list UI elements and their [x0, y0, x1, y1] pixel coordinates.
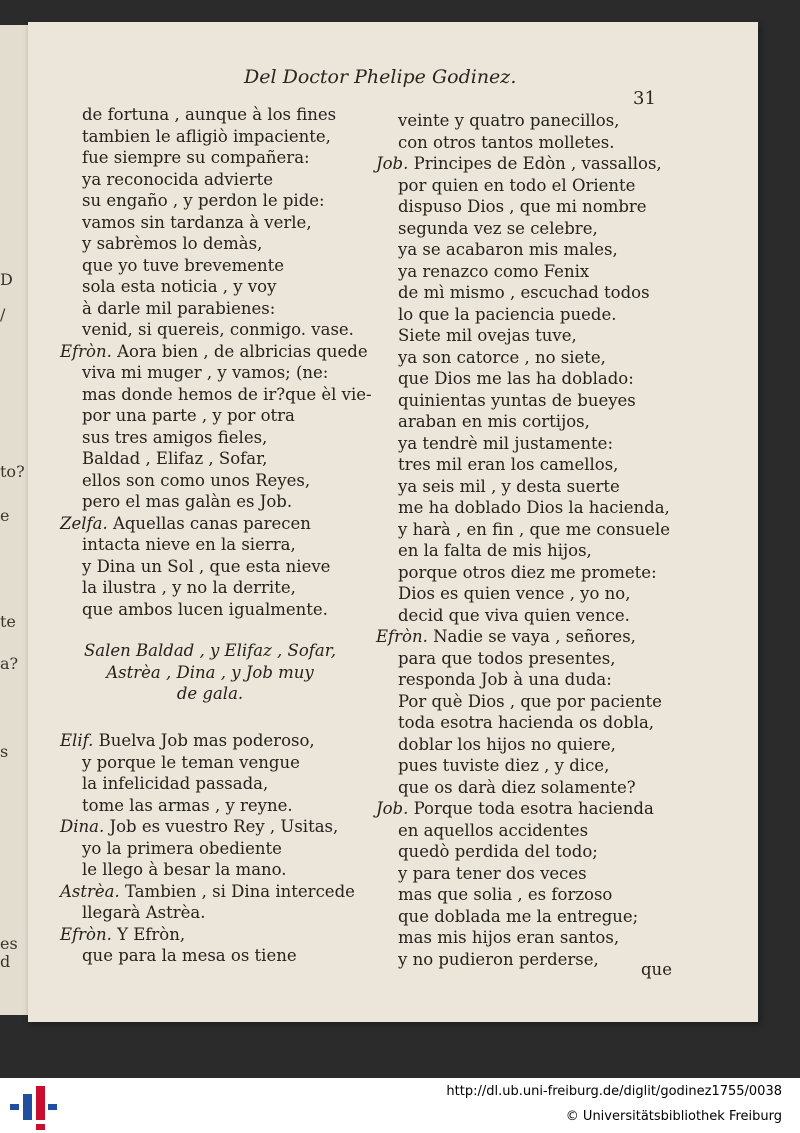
- catchword: que: [641, 960, 672, 979]
- verse-text: quinientas yuntas de bueyes: [398, 390, 636, 410]
- verse-line: [60, 104, 370, 126]
- verse-text: su engaño , y perdon le pide:: [82, 191, 325, 210]
- verse-line: [376, 669, 706, 691]
- verse-text: y para tener dos veces: [398, 863, 587, 883]
- verse-line: [376, 798, 706, 820]
- verse-text: me ha doblado Dios la hacienda,: [398, 498, 670, 517]
- speaker-name: Efròn.: [376, 627, 434, 646]
- verse-text: ya tendrè mil justamente:: [398, 433, 613, 453]
- verse-line: [60, 276, 370, 298]
- verse-text: doblar los hijos no quiere,: [398, 734, 616, 754]
- verse-line: [60, 255, 370, 277]
- verse-line: [376, 476, 706, 498]
- verse-line: [60, 556, 370, 578]
- verse-line: [376, 153, 706, 175]
- verse-text: y no pudieron perderse,: [398, 949, 599, 969]
- verse-line: [60, 341, 370, 363]
- verse-text: lo que la paciencia puede.: [398, 304, 617, 324]
- verse-line: [60, 384, 370, 406]
- verse-line: [60, 773, 370, 795]
- verse-line: [376, 454, 706, 476]
- verse-text: fue siempre su compañera:: [82, 148, 310, 167]
- verse-line: [376, 583, 706, 605]
- verse-line: [60, 752, 370, 774]
- verse-line: [60, 577, 370, 599]
- page-number: 31: [633, 88, 656, 109]
- left-page-text-fragment: D: [0, 270, 13, 289]
- footer-bar: [0, 1078, 800, 1133]
- verse-line: [60, 730, 370, 752]
- verse-line: [376, 218, 706, 240]
- verse-text: viva mi muger , y vamos; (ne:: [82, 363, 329, 382]
- left-page-text-fragment: es: [0, 934, 18, 953]
- verse-text: decid que viva quien vence.: [398, 605, 630, 625]
- verse-text: Por què Dios , que por paciente: [398, 691, 662, 711]
- verse-line: [376, 691, 706, 713]
- verse-text: que para la mesa os tiene: [82, 946, 297, 965]
- verse-line: [60, 233, 370, 255]
- verse-text: tome las armas , y reyne.: [82, 795, 293, 815]
- left-page-text-fragment: d: [0, 952, 11, 971]
- verse-line: [376, 132, 706, 154]
- verse-line: [376, 433, 706, 455]
- stage-direction: [60, 640, 360, 705]
- verse-line: [60, 470, 370, 492]
- verse-text: venid, si quereis, conmigo. vase.: [82, 320, 354, 339]
- verse-line: [376, 497, 706, 519]
- verse-text: que os darà diez solamente?: [398, 777, 636, 797]
- verse-line: [60, 534, 370, 556]
- verse-line: [376, 605, 706, 627]
- verse-line: [60, 924, 370, 946]
- verse-text: ya se acabaron mis males,: [398, 240, 618, 259]
- verse-text: ya renazco como Fenix: [398, 261, 590, 281]
- verse-text: Tambien , si Dina intercede: [125, 881, 355, 901]
- left-page-text-fragment: to?: [0, 462, 25, 481]
- verse-line: [376, 519, 706, 541]
- verse-line: [60, 859, 370, 881]
- verse-line: [60, 169, 370, 191]
- left-page-text-fragment: te: [0, 612, 16, 631]
- verse-text: mas donde hemos de ir?que èl vie-: [82, 384, 372, 404]
- verse-text: ya seis mil , y desta suerte: [398, 476, 620, 496]
- left-page-text-fragment: e: [0, 506, 10, 525]
- verse-text: vamos sin tardanza à verle,: [82, 212, 312, 232]
- verse-text: Y Efròn,: [117, 924, 186, 944]
- verse-line: [376, 927, 706, 949]
- verse-line: [376, 196, 706, 218]
- verse-line: [60, 881, 370, 903]
- speaker-name: Efròn.: [60, 341, 118, 361]
- verse-text: la infelicidad passada,: [82, 774, 269, 793]
- verse-line: [376, 863, 706, 885]
- verse-line: [60, 190, 370, 212]
- verse-text: responda Job à una duda:: [398, 670, 612, 689]
- verse-line: [60, 319, 370, 341]
- verse-text: mas que solia , es forzoso: [398, 885, 613, 904]
- source-url[interactable]: http://dl.ub.uni-freiburg.de/diglit/godinez1755/0038: [446, 1084, 782, 1099]
- verse-line: [60, 838, 370, 860]
- verse-text: Job es vuestro Rey , Usitas,: [109, 817, 339, 836]
- verse-line: [376, 347, 706, 369]
- verse-text: con otros tantos molletes.: [398, 132, 615, 152]
- speaker-name: Job.: [376, 154, 414, 173]
- speaker-name: Zelfa.: [60, 513, 113, 533]
- verse-line: [376, 841, 706, 863]
- verse-text: araban en mis cortijos,: [398, 412, 590, 431]
- verse-text: ellos son como unos Reyes,: [82, 470, 311, 490]
- verse-line: [376, 906, 706, 928]
- verse-text: que doblada me la entregue;: [398, 906, 639, 926]
- verse-text: ya reconocida advierte: [82, 169, 273, 189]
- verse-line: [376, 626, 706, 648]
- verse-line: [376, 368, 706, 390]
- verse-text: Dios es quien vence , yo no,: [398, 584, 631, 603]
- verse-line: [376, 239, 706, 261]
- verse-text: pero el mas galàn es Job.: [82, 492, 293, 511]
- verse-text: sola esta noticia , y voy: [82, 277, 277, 296]
- verse-line: [60, 513, 370, 535]
- verse-text: Porque toda esotra hacienda: [413, 799, 654, 818]
- verse-line: [376, 648, 706, 670]
- verse-text: por una parte , y por otra: [82, 406, 295, 425]
- stage-direction-line: Salen Baldad , y Elifaz , Sofar,: [83, 641, 337, 660]
- verse-line: [376, 820, 706, 842]
- speaker-name: Elif.: [60, 731, 99, 750]
- speaker-name: Dina.: [60, 817, 110, 836]
- verse-text: de fortuna , aunque à los fines: [82, 105, 337, 124]
- verse-text: sus tres amigos fieles,: [82, 427, 268, 447]
- verse-text: intacta nieve en la sierra,: [82, 535, 296, 554]
- stage-direction-line: de gala.: [176, 684, 244, 703]
- verse-line: [376, 390, 706, 412]
- verse-text: pues tuviste diez , y dice,: [398, 756, 610, 775]
- verse-line: [376, 734, 706, 756]
- speaker-name: Job.: [376, 799, 414, 818]
- verse-line: [376, 261, 706, 283]
- verse-text: ya son catorce , no siete,: [398, 347, 606, 367]
- verse-text: Baldad , Elifaz , Sofar,: [82, 449, 268, 468]
- verse-text: segunda vez se celebre,: [398, 218, 598, 238]
- verse-line: [60, 362, 370, 384]
- verse-line: [60, 795, 370, 817]
- verse-text: Buelva Job mas poderoso,: [98, 731, 315, 750]
- verse-line: [376, 325, 706, 347]
- verse-line: [376, 282, 706, 304]
- verse-line: [60, 816, 370, 838]
- verse-line: [376, 110, 706, 132]
- verse-text: à darle mil parabienes:: [82, 298, 276, 318]
- verse-line: [376, 304, 706, 326]
- verse-line: [60, 147, 370, 169]
- verse-line: [60, 448, 370, 470]
- verse-text: Aora bien , de albricias quede: [117, 341, 368, 361]
- verse-text: veinte y quatro panecillos,: [398, 111, 620, 130]
- verse-text: que Dios me las ha doblado:: [398, 369, 634, 388]
- verse-line: [376, 540, 706, 562]
- copyright-notice: © Universitätsbibliothek Freiburg: [565, 1109, 782, 1124]
- verse-text: para que todos presentes,: [398, 648, 616, 668]
- verse-line: [60, 945, 370, 967]
- verse-text: en la falta de mis hijos,: [398, 541, 592, 560]
- verse-text: y porque le teman vengue: [82, 752, 300, 772]
- left-page-text-fragment: a?: [0, 654, 19, 673]
- verse-line: [60, 126, 370, 148]
- library-logo-icon: [10, 1082, 54, 1126]
- verse-text: Siete mil ovejas tuve,: [398, 326, 577, 345]
- verse-line: [376, 712, 706, 734]
- left-text-column: [60, 104, 370, 620]
- verse-line: [60, 902, 370, 924]
- verse-text: que ambos lucen igualmente.: [82, 599, 328, 619]
- verse-text: Aquellas canas parecen: [112, 513, 311, 533]
- verse-text: que yo tuve brevemente: [82, 255, 285, 275]
- verse-text: quedò perdida del todo;: [398, 842, 598, 861]
- verse-text: tambien le afligiò impaciente,: [82, 126, 331, 146]
- verse-text: tres mil eran los camellos,: [398, 455, 619, 474]
- verse-text: y sabrèmos lo demàs,: [82, 234, 263, 253]
- speaker-name: Efròn.: [60, 924, 118, 944]
- verse-text: en aquellos accidentes: [398, 820, 589, 840]
- verse-text: le llego à besar la mano.: [82, 860, 287, 879]
- verse-text: dispuso Dios , que mi nombre: [398, 197, 647, 216]
- verse-line: [376, 777, 706, 799]
- verse-line: [60, 405, 370, 427]
- verse-line: [376, 175, 706, 197]
- verse-text: la ilustra , y no la derrite,: [82, 578, 296, 597]
- verse-line: [376, 755, 706, 777]
- verse-text: yo la primera obediente: [82, 838, 282, 858]
- left-text-column-continued: [60, 730, 370, 967]
- verse-line: [376, 884, 706, 906]
- verse-line: [60, 427, 370, 449]
- speaker-name: Astrèa.: [60, 881, 125, 901]
- verse-text: de mì mismo , escuchad todos: [398, 283, 650, 302]
- running-header: Del Doctor Phelipe Godinez.: [244, 66, 517, 88]
- verse-text: mas mis hijos eran santos,: [398, 928, 620, 947]
- verse-line: [60, 212, 370, 234]
- verse-text: Nadie se vaya , señores,: [433, 627, 636, 646]
- left-page-text-fragment: /: [0, 305, 6, 324]
- stage-direction-line: Astrèa , Dina , y Job muy: [106, 662, 314, 682]
- verse-line: [376, 411, 706, 433]
- left-page-text-fragment: s: [0, 742, 9, 761]
- verse-line: [60, 491, 370, 513]
- verse-text: toda esotra hacienda os dobla,: [398, 713, 655, 732]
- verse-text: llegarà Astrèa.: [82, 903, 206, 922]
- verse-line: [60, 599, 370, 621]
- verse-text: Principes de Edòn , vassallos,: [413, 154, 662, 173]
- right-text-column: [376, 110, 706, 970]
- verse-text: y Dina un Sol , que esta nieve: [82, 556, 331, 576]
- verse-text: por quien en todo el Oriente: [398, 175, 636, 195]
- verse-line: [60, 298, 370, 320]
- verse-text: y harà , en fin , que me consuele: [398, 519, 671, 539]
- verse-text: porque otros diez me promete:: [398, 562, 657, 582]
- verse-line: [376, 562, 706, 584]
